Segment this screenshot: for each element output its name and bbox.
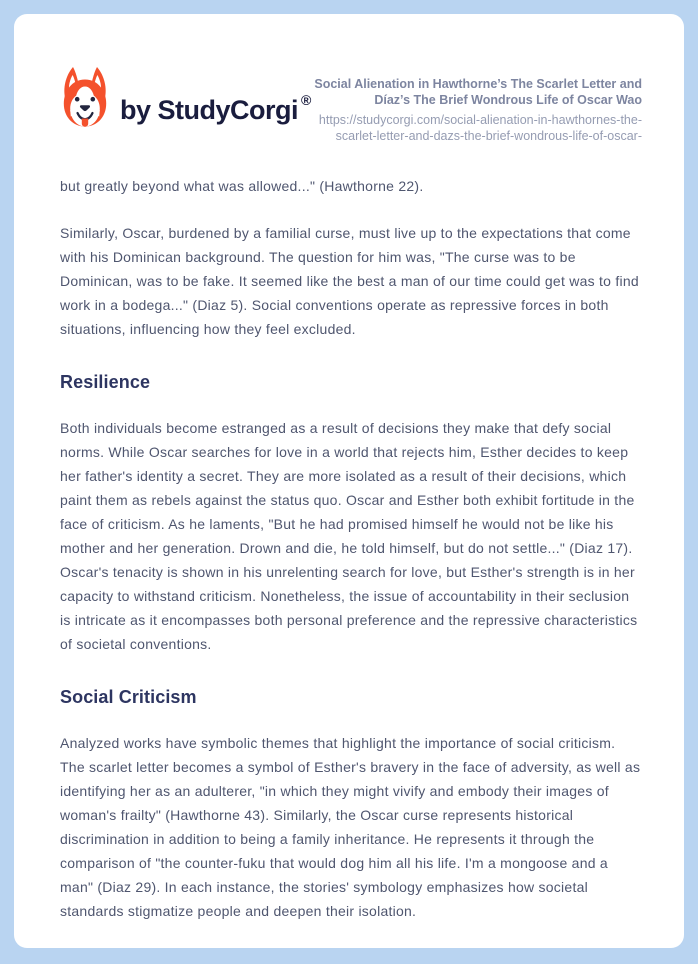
document-title: Social Alienation in Hawthorne’s The Scarlet Letter and Díaz’s The Brief Wondrous Life of Oscar Wao [314,77,642,107]
section-heading-social-criticism: Social Criticism [60,687,197,707]
document-meta [311,64,642,144]
paragraph-resilience: Both individuals become estranged as a result of decisions they make that defy social norms. While Oscar searches for love in a world that rejects him, Esther decides to keep her father's identity a secret. They are more isolated as a result of their decisions, which paint them as rebels against the status quo. Oscar and Esther both exhibit fortitude in the face of criticism. As he laments, "But he had promised himself he would not be like his mother and her generation. Drown and die, he told himself, but do not settle..." (Diaz 17). Oscar's tenacity is shown in his unrelenting search for love, but Esther's strength is in her capacity to withstand criticism. Nonetheless, the issue of accountability in their seclusion is intricate as it encompasses both personal preference and the repressive characteristics of societal conventions. [60,420,638,652]
document-url: https://studycorgi.com/social-alienation-in-hawthornes-the-scarlet-letter-and-dazs-the-brief-wondrous-life-of-oscar- [318,113,642,143]
section-heading-resilience: Resilience [60,372,151,392]
corgi-logo-icon [60,66,110,135]
brand-wordmark: by StudyCorgi ® [120,92,311,125]
document-card [14,14,684,948]
registered-trademark-symbol: ® [301,92,311,108]
paragraph-social-criticism: Analyzed works have symbolic themes that highlight the importance of social criticism. The scarlet letter becomes a symbol of Esther's bravery in the face of adversity, as well as identifying her as an adulterer, "in which they might vivify and embody their images of woman's frailty" (Hawthorne 43). Similarly, the Oscar curse represents historical discrimination in addition to being a family inheritance. He represents it through the comparison of "the counter-fuku that would dog him all his life. I'm a mongoose and a man" (Diaz 29). In each instance, the stories' symbology emphasizes how societal standards stigmatize people and deepen their isolation. [60,735,641,919]
studycorgi-brand [60,64,311,135]
essay-body [60,174,642,923]
paragraph-intro-fragment: but greatly beyond what was allowed..." (Hawthorne 22). [60,178,424,194]
paragraph-oscar-curse: Similarly, Oscar, burdened by a familial curse, must live up to the expectations that come with his Dominican background. The question for him was, "The curse was to be Dominican, was to be fake. It seemed like the best a man of our time could get was to find work in a bodega..." (Diaz 5). Social conventions operate as repressive forces in both situations, influencing how they feel excluded. [60,225,639,337]
document-header [60,64,642,144]
